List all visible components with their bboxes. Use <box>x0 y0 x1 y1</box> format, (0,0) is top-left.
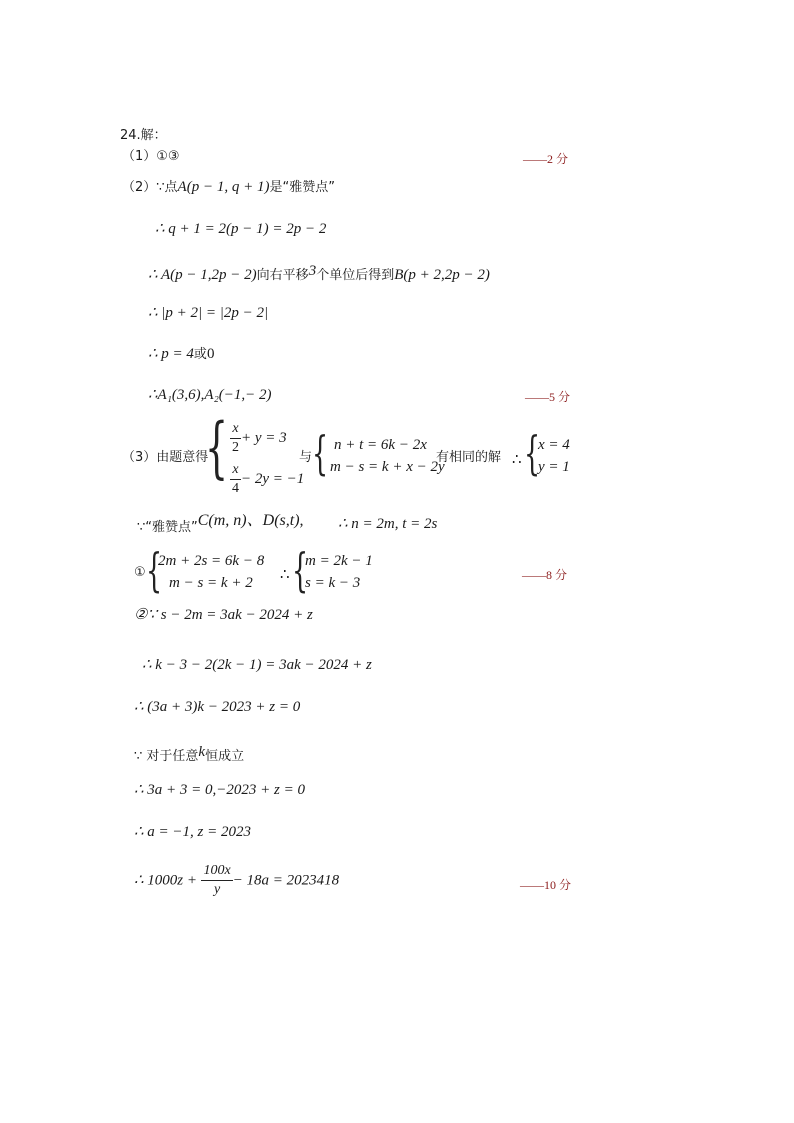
step2-translate: 向右平移 <box>256 268 309 283</box>
yazan-result: ∴ n = 2m, t = 2s <box>338 516 438 532</box>
point-b-expr: B(p + 2,2p − 2) <box>394 267 490 283</box>
circle-two-line: ②∵ s − 2m = 3ak − 2024 + z <box>134 607 313 623</box>
step-a: ∴ k − 3 − 2(2k − 1) = 3ak − 2024 + z <box>142 657 372 673</box>
left-brace-system2: { <box>312 426 329 480</box>
systemB-eq2: s = k − 3 <box>305 575 361 591</box>
solution-x: x = 4 <box>538 437 570 453</box>
left-brace-solution: { <box>524 426 541 480</box>
solution-y: y = 1 <box>538 459 570 475</box>
systemA-eq1: 2m + 2s = 6k − 8 <box>158 553 265 569</box>
step4-or: 或 <box>193 347 207 362</box>
part2-tail: 是“雅赞点” <box>269 180 335 195</box>
part2-label: （2）∵点 <box>122 180 178 195</box>
systemB <box>305 550 373 594</box>
part1-answer: ①③ <box>156 149 180 164</box>
step-d: ∴ 3a + 3 = 0,−2023 + z = 0 <box>134 782 305 798</box>
system1-eq2: $\frac{x}{4}$ − 2y = −1 <box>232 462 305 496</box>
therefore-sym: ∴ <box>512 452 522 468</box>
step4-zero: 0 <box>206 346 215 362</box>
yazan-points: C(m, n)、D(s,t), <box>197 512 304 529</box>
step2-units: 3 <box>308 263 317 279</box>
solution-system <box>538 434 570 478</box>
part2-step2 <box>148 262 490 285</box>
step4-eq: ∴ p = 4 <box>148 346 194 362</box>
therefore-sym-2: ∴ <box>280 567 290 583</box>
always-holds-text: 恒成立 <box>205 749 245 764</box>
connector-with: 与 <box>299 450 313 465</box>
step-e: ∴ a = −1, z = 2023 <box>134 824 251 840</box>
part2-step1: ∴ q + 1 = 2(p − 1) = 2p − 2 <box>155 221 327 237</box>
part1-label: （1） <box>122 149 157 164</box>
part2-point-a: A(p − 1, q + 1) <box>177 179 270 195</box>
problem-heading: 24.解： <box>120 128 167 143</box>
part2-step5: ∴A₁(3,6),A₂(−1,− 2) <box>148 387 272 403</box>
for-any-text: ∵ 对于任意 <box>134 749 199 764</box>
left-brace-systemB: { <box>292 543 309 597</box>
yazan-label: ∵“雅赞点” <box>137 520 198 535</box>
final-line <box>134 862 339 899</box>
circle-one: ① <box>134 565 146 580</box>
part3-score-8: ——8 分 <box>522 568 568 582</box>
left-brace-system1: { <box>205 409 229 486</box>
system1-eq1: $\frac{x}{2}$ + y = 3 <box>232 421 287 455</box>
system1 <box>230 420 304 498</box>
final-right: − 18a = 2023418 <box>232 872 340 889</box>
systemB-eq1: m = 2k − 1 <box>305 553 373 569</box>
final-left: ∴ 1000z + <box>134 872 198 889</box>
part3-score-10: ——10 分 <box>520 878 572 892</box>
same-solution-text: 有相同的解 <box>436 450 502 465</box>
step-b: ∴ (3a + 3)k − 2023 + z = 0 <box>134 699 301 715</box>
yazan-line <box>137 512 304 537</box>
final-fraction: $\frac{100x}{y}$ <box>203 863 231 897</box>
left-brace-systemA: { <box>146 543 163 597</box>
part1-line <box>122 148 180 166</box>
system2-eq1: n + t = 6k − 2x <box>334 437 427 453</box>
point-a-expr: ∴ A(p − 1,2p − 2) <box>148 267 257 283</box>
variable-k: k <box>198 744 206 760</box>
systemA <box>158 550 264 594</box>
part2-score: ——5 分 <box>525 390 571 404</box>
system2-eq2: m − s = k + x − 2y <box>330 459 445 475</box>
part1-score: ——2 分 <box>523 152 569 166</box>
part3-label: （3）由题意得 <box>122 450 209 465</box>
step2-after: 个单位后得到 <box>316 268 395 283</box>
part2-step3: ∴ |p + 2| = |2p − 2| <box>148 305 269 321</box>
step-c <box>134 743 244 766</box>
part2-intro <box>122 178 335 197</box>
system2 <box>330 434 445 478</box>
systemA-eq2: m − s = k + 2 <box>169 575 253 591</box>
part2-step4 <box>148 345 214 364</box>
